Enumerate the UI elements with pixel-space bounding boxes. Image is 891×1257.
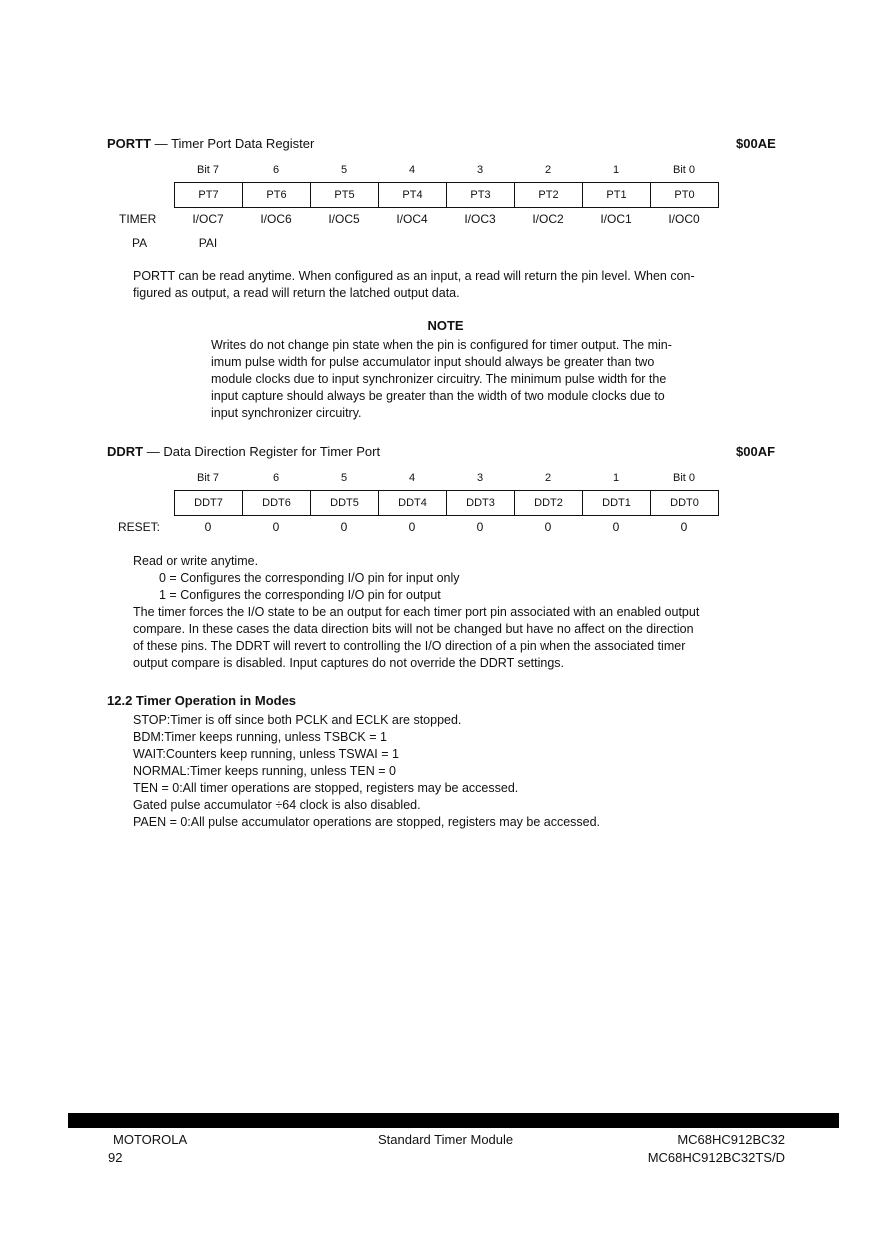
ddrt-address: $00AF [736,444,776,459]
note-line: module clocks due to input synchronizer circuitry. The minimum pulse width for the [211,372,667,386]
reset-value: 0 [612,520,620,534]
timer-value: I/OC3 [464,212,496,226]
reset-value: 0 [340,520,348,534]
reset-value: 0 [544,520,552,534]
reset-row-label: RESET: [118,520,161,534]
bit-header: 4 [408,472,416,484]
timer-row-label: TIMER [119,212,157,226]
note-title: NOTE [427,318,464,333]
register-bit-cell: PT6 [243,183,311,207]
bit-header: Bit 0 [672,472,695,484]
rw-line: Read or write anytime. [133,554,259,568]
bit-header: Bit 7 [196,164,219,176]
footer-part-number: MC68HC912BC32 [677,1132,785,1147]
pa-row-values [174,236,242,250]
mode-line: BDM:Timer keeps running, unless TSBCK = 1 [133,730,387,744]
reset-value: 0 [476,520,484,534]
register-bit-cell: DDT5 [311,491,379,515]
mode-line: WAIT:Counters keep running, unless TSWAI = 1 [133,747,399,761]
portt-address: $00AE [736,136,776,151]
footer-page-number: 92 [108,1150,123,1165]
portt-desc: Timer Port Data Register [171,136,315,151]
portt-name: PORTT [107,136,152,151]
timer-row-values [174,212,718,226]
ddrt-bit-headers [174,472,718,484]
bit-header: 1 [612,164,620,176]
register-bit-cell: DDT6 [243,491,311,515]
register-bit-cell: DDT4 [379,491,447,515]
bit-header: 2 [544,472,552,484]
paragraph-line: The timer forces the I/O state to be an output for each timer port pin associated with an enabled output [133,605,700,619]
timer-value: I/OC7 [192,212,224,226]
reset-value: 0 [680,520,688,534]
mode-line: TEN = 0:All timer operations are stopped, registers may be accessed. [133,781,519,795]
reset-value: 0 [204,520,212,534]
register-bit-cell: PT2 [515,183,583,207]
register-bit-cell: DDT3 [447,491,515,515]
timer-value: I/OC6 [260,212,292,226]
timer-value: I/OC0 [668,212,700,226]
timer-value: I/OC5 [328,212,360,226]
bit-header: 1 [612,472,620,484]
ddrt-description [133,553,813,672]
portt-register-box [174,182,719,208]
timer-value: I/OC2 [532,212,564,226]
ddrt-name: DDRT [107,444,144,459]
bit-header: 3 [476,472,484,484]
pa-value: PAI [198,236,218,250]
portt-dash: — [151,136,172,151]
bit-header: Bit 0 [672,164,695,176]
bit-header: 6 [272,472,280,484]
reset-row-values [174,520,718,534]
register-bit-cell: PT7 [175,183,243,207]
note-line: input synchronizer circuitry. [211,406,362,420]
register-bit-cell: DDT0 [670,497,699,509]
mode-line: PAEN = 0:All pulse accumulator operations are stopped, registers may be accessed. [133,815,601,829]
option-0-line: 0 = Configures the corresponding I/O pin for input only [159,571,460,585]
section-heading: 12.2 Timer Operation in Modes [107,693,297,708]
ddrt-register-box [174,490,719,516]
ddrt-dash: — [143,444,164,459]
note-body [211,337,751,422]
register-bit-cell: PT3 [447,183,515,207]
paragraph-line: of these pins. The DDRT will revert to controlling the I/O direction of a pin when the associated timer [133,639,686,653]
ddrt-title [107,444,380,459]
bit-header: Bit 7 [196,472,219,484]
portt-description [133,268,793,302]
register-bit-cell: DDT2 [515,491,583,515]
option-1-line: 1 = Configures the corresponding I/O pin for output [159,588,441,602]
paragraph-line: PORTT can be read anytime. When configured as an input, a read will return the pin level. When con- [133,269,695,283]
bit-header: 4 [408,164,416,176]
register-bit-cell: PT1 [583,183,651,207]
reset-value: 0 [272,520,280,534]
note-line: input capture should always be greater than the width of two module clocks due to [211,389,665,403]
portt-bit-headers [174,164,718,176]
paragraph-line: compare. In these cases the data direction bits will not be changed but have no affect on the direction [133,622,694,636]
footer-rule [68,1113,839,1128]
bit-header: 6 [272,164,280,176]
reset-value: 0 [408,520,416,534]
paragraph-line: output compare is disabled. Input captures do not override the DDRT settings. [133,656,565,670]
portt-title [107,136,314,151]
timer-value: I/OC1 [600,212,632,226]
footer-company: MOTOROLA [113,1132,188,1147]
register-bit-cell: PT5 [311,183,379,207]
mode-line: STOP:Timer is off since both PCLK and ECLK are stopped. [133,713,462,727]
section-body [133,712,813,831]
bit-header: 5 [340,164,348,176]
pa-row-label: PA [132,236,148,250]
bit-header: 3 [476,164,484,176]
register-bit-cell: DDT1 [583,491,651,515]
register-bit-cell: PT4 [379,183,447,207]
paragraph-line: figured as output, a read will return the latched output data. [133,286,460,300]
bit-header: 5 [340,472,348,484]
note-line: imum pulse width for pulse accumulator input should always be greater than two [211,355,655,369]
timer-value: I/OC4 [396,212,428,226]
ddrt-desc: Data Direction Register for Timer Port [163,444,381,459]
footer-section-title: Standard Timer Module [378,1132,514,1147]
mode-line: NORMAL:Timer keeps running, unless TEN = 0 [133,764,396,778]
footer-document-number: MC68HC912BC32TS/D [647,1150,785,1165]
bit-header: 2 [544,164,552,176]
note-line: Writes do not change pin state when the pin is configured for timer output. The min- [211,338,672,352]
register-bit-cell: DDT7 [175,491,243,515]
mode-line: Gated pulse accumulator ÷64 clock is also disabled. [133,798,421,812]
register-bit-cell: PT0 [674,189,695,201]
